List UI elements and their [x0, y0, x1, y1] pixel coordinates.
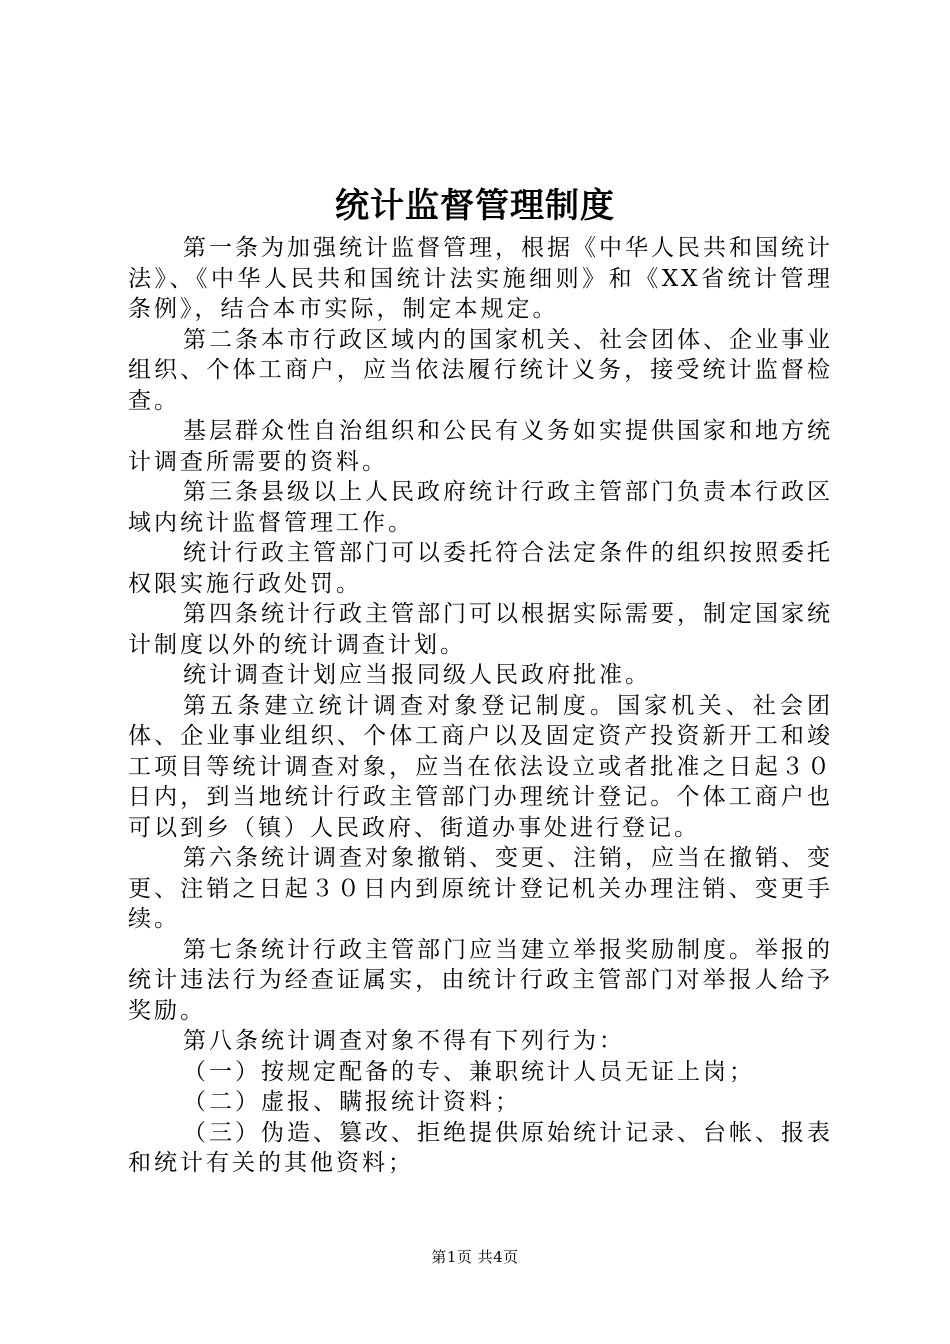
- paragraph-article-4-clause: 统计调查计划应当报同级人民政府批准。: [183, 662, 651, 688]
- paragraph-article-3-clause: 统计行政主管部门可以委托符合法定条件的组织按照委托权限实施行政处罚。: [128, 540, 833, 597]
- page-number: 第1页 共4页: [431, 1248, 519, 1266]
- list-item-2: （二）虚报、瞒报统计资料；: [183, 1089, 521, 1115]
- paragraph-article-4: 第四条统计行政主管部门可以根据实际需要，制定国家统计制度以外的统计调查计划。: [128, 601, 833, 658]
- paragraph-article-7: 第七条统计行政主管部门应当建立举报奖励制度。举报的统计违法行为经查证属实，由统计行政主管部门对举报人给予奖励。: [128, 936, 833, 1024]
- paragraph-article-2-clause: 基层群众性自治组织和公民有义务如实提供国家和地方统计调查所需要的资料。: [128, 418, 833, 475]
- document-body: [128, 233, 833, 1179]
- paragraph-article-8: 第八条统计调查对象不得有下列行为：: [183, 1028, 625, 1054]
- list-item-1: （一）按规定配备的专、兼职统计人员无证上岗；: [183, 1058, 755, 1085]
- paragraph-article-6: 第六条统计调查对象撤销、变更、注销，应当在撤销、变更、注销之日起３０日内到原统计登记机关办理注销、变更手续。: [128, 845, 833, 932]
- paragraph-article-5: 第五条建立统计调查对象登记制度。国家机关、社会团体、企业事业组织、个体工商户以及固定资产投资新开工和竣工项目等统计调查对象，应当在依法设立或者批准之日起３０日内，到当地统计行政主管部门办理统计登记。个体工商户也可以到乡（镇）人民政府、街道办事处进行登记。: [128, 692, 833, 841]
- paragraph-article-3: 第三条县级以上人民政府统计行政主管部门负责本行政区域内统计监督管理工作。: [128, 479, 833, 536]
- paragraph-article-2: 第二条本市行政区域内的国家机关、社会团体、企业事业组织、个体工商户，应当依法履行统计义务，接受统计监督检查。: [128, 326, 833, 414]
- paragraph-article-1: 第一条为加强统计监督管理，根据《中华人民共和国统计法》、《中华人民共和国统计法实施细则》和《XX省统计管理条例》，结合本市实际，制定本规定。: [128, 235, 833, 322]
- list-item-3: （三）伪造、篡改、拒绝提供原始统计记录、台帐、报表和统计有关的其他资料；: [128, 1119, 833, 1176]
- document-title: 统计监督管理制度: [335, 186, 615, 226]
